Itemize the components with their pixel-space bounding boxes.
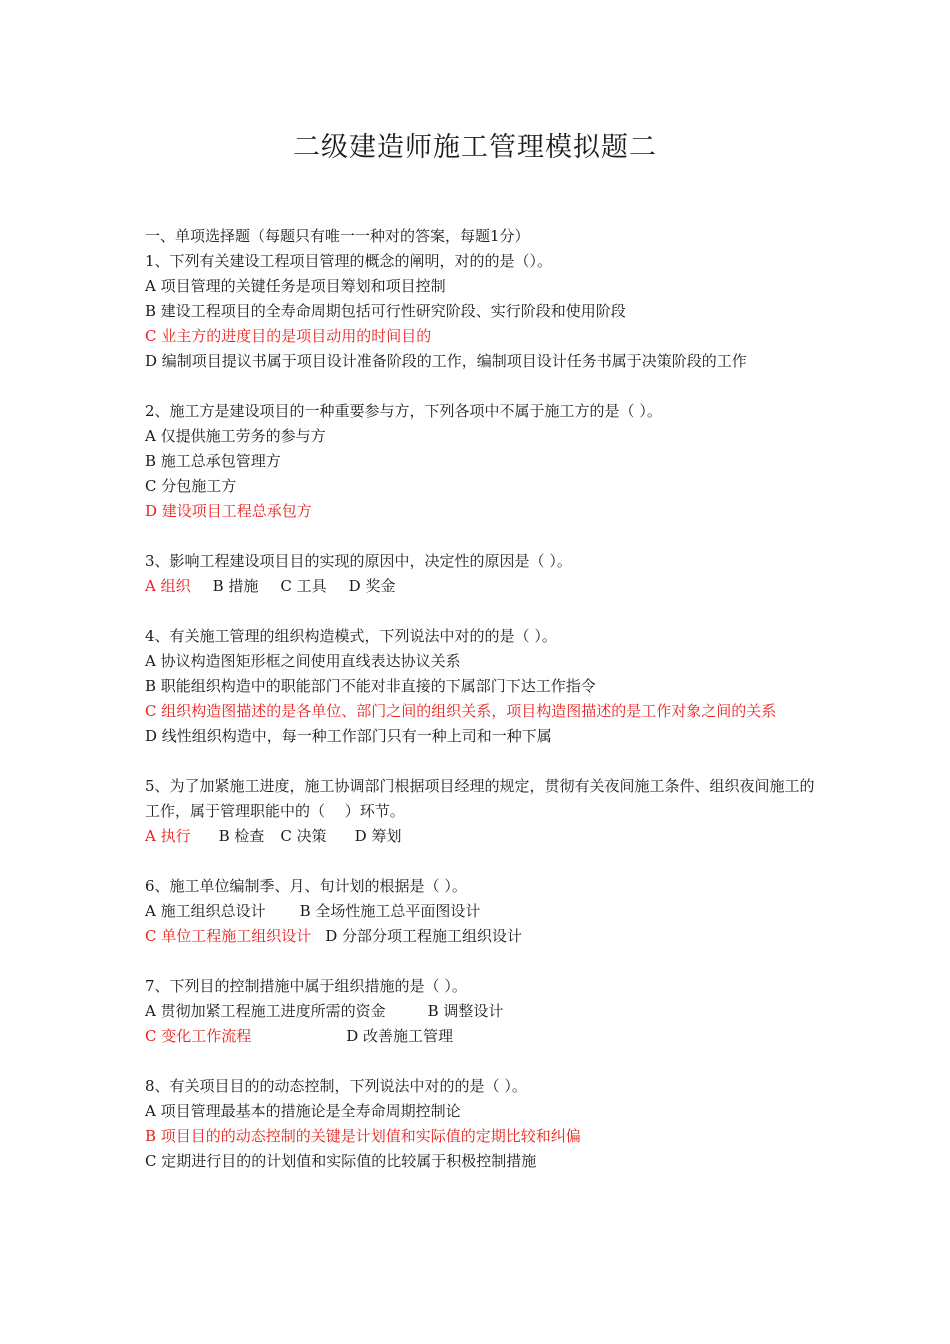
question-5: [145, 774, 815, 849]
spacer: [145, 374, 815, 399]
question-stem: 1、下列有关建设工程项目管理的概念的阐明，对的的是（）。: [145, 252, 553, 270]
spacer: [145, 524, 815, 549]
question-2: [145, 399, 815, 524]
question-stem: 8、有关项目目的的动态控制，下列说法中对的的是（ ）。: [145, 1077, 527, 1095]
options-row-2: [145, 924, 815, 949]
question-4: [145, 624, 815, 749]
option-a-correct: A 组织: [145, 577, 191, 595]
options-row: [145, 574, 815, 599]
option-b: B 检查: [218, 827, 265, 845]
option-a: A 施工组织总设计: [145, 902, 266, 920]
option-c: C 定期进行目的的计划值和实际值的比较属于积极控制措施: [145, 1152, 537, 1170]
question-3: [145, 549, 815, 599]
spacer: [145, 1049, 815, 1074]
option-b: B 职能组织构造中的职能部门不能对非直接的下属部门下达工作指令: [145, 677, 596, 695]
question-8: [145, 1074, 815, 1174]
document-body: [145, 224, 815, 1174]
option-d: D 筹划: [354, 827, 402, 845]
question-1: [145, 249, 815, 374]
option-a: A 贯彻加紧工程施工进度所需的资金: [145, 1002, 386, 1020]
question-stem: 4、有关施工管理的组织构造模式，下列说法中对的的是（ ）。: [145, 627, 557, 645]
option-c: C 决策: [280, 827, 327, 845]
options-row-1: [145, 999, 815, 1024]
option-c-correct: C 变化工作流程: [145, 1027, 252, 1045]
option-c-correct: C 单位工程施工组织设计: [145, 927, 312, 945]
option-a-correct: A 执行: [145, 827, 191, 845]
option-d: D 改善施工管理: [346, 1027, 454, 1045]
option-b: B 建设工程项目的全寿命周期包括可行性研究阶段、实行阶段和使用阶段: [145, 302, 626, 320]
question-stem: 5、为了加紧施工进度，施工协调部门根据项目经理的规定，贯彻有关夜间施工条件、组织夜间施工的工作，属于管理职能中的（ ）环节。: [145, 777, 815, 820]
option-b: B 全场性施工总平面图设计: [299, 902, 481, 920]
spacer: [145, 599, 815, 624]
options-row-2: [145, 1024, 815, 1049]
option-b: B 调整设计: [427, 1002, 504, 1020]
question-stem: 7、下列目的控制措施中属于组织措施的是（ ）。: [145, 977, 467, 995]
option-d: D 分部分项工程施工组织设计: [325, 927, 523, 945]
question-6: [145, 874, 815, 949]
spacer: [145, 949, 815, 974]
option-c-correct: C 业主方的进度目的是项目动用的时间目的: [145, 327, 432, 345]
option-a: A 项目管理最基本的措施论是全寿命周期控制论: [145, 1102, 461, 1120]
option-b: B 施工总承包管理方: [145, 452, 281, 470]
option-b-correct: B 项目目的的动态控制的关键是计划值和实际值的定期比较和纠偏: [145, 1127, 581, 1145]
option-c-correct: C 组织构造图描述的是各单位、部门之间的组织关系，项目构造图描述的是工作对象之间的关系: [145, 702, 777, 720]
options-row: [145, 824, 815, 849]
option-a: A 项目管理的关键任务是项目筹划和项目控制: [145, 277, 446, 295]
option-d: D 奖金: [348, 577, 396, 595]
option-a: A 仅提供施工劳务的参与方: [145, 427, 326, 445]
question-7: [145, 974, 815, 1049]
option-c: C 工具: [280, 577, 327, 595]
option-c: C 分包施工方: [145, 477, 237, 495]
spacer: [145, 749, 815, 774]
spacer: [145, 849, 815, 874]
question-stem: 2、施工方是建设项目的一种重要参与方，下列各项中不属于施工方的是（ ）。: [145, 402, 662, 420]
options-row-1: [145, 899, 815, 924]
section-heading: 一、单项选择题（每题只有唯一一种对的答案，每题1分）: [145, 227, 530, 245]
question-stem: 3、影响工程建设项目目的实现的原因中，决定性的原因是（ ）。: [145, 552, 572, 570]
question-stem: 6、施工单位编制季、月、旬计划的根据是（ ）。: [145, 877, 467, 895]
option-d: D 编制项目提议书属于项目设计准备阶段的工作，编制项目设计任务书属于决策阶段的工作: [145, 352, 747, 370]
option-b: B 措施: [212, 577, 259, 595]
option-d-correct: D 建设项目工程总承包方: [145, 502, 312, 520]
option-a: A 协议构造图矩形框之间使用直线表达协议关系: [145, 652, 461, 670]
document-title: 二级建造师施工管理模拟题二: [293, 132, 657, 163]
option-d: D 线性组织构造中，每一种工作部门只有一种上司和一种下属: [145, 727, 552, 745]
